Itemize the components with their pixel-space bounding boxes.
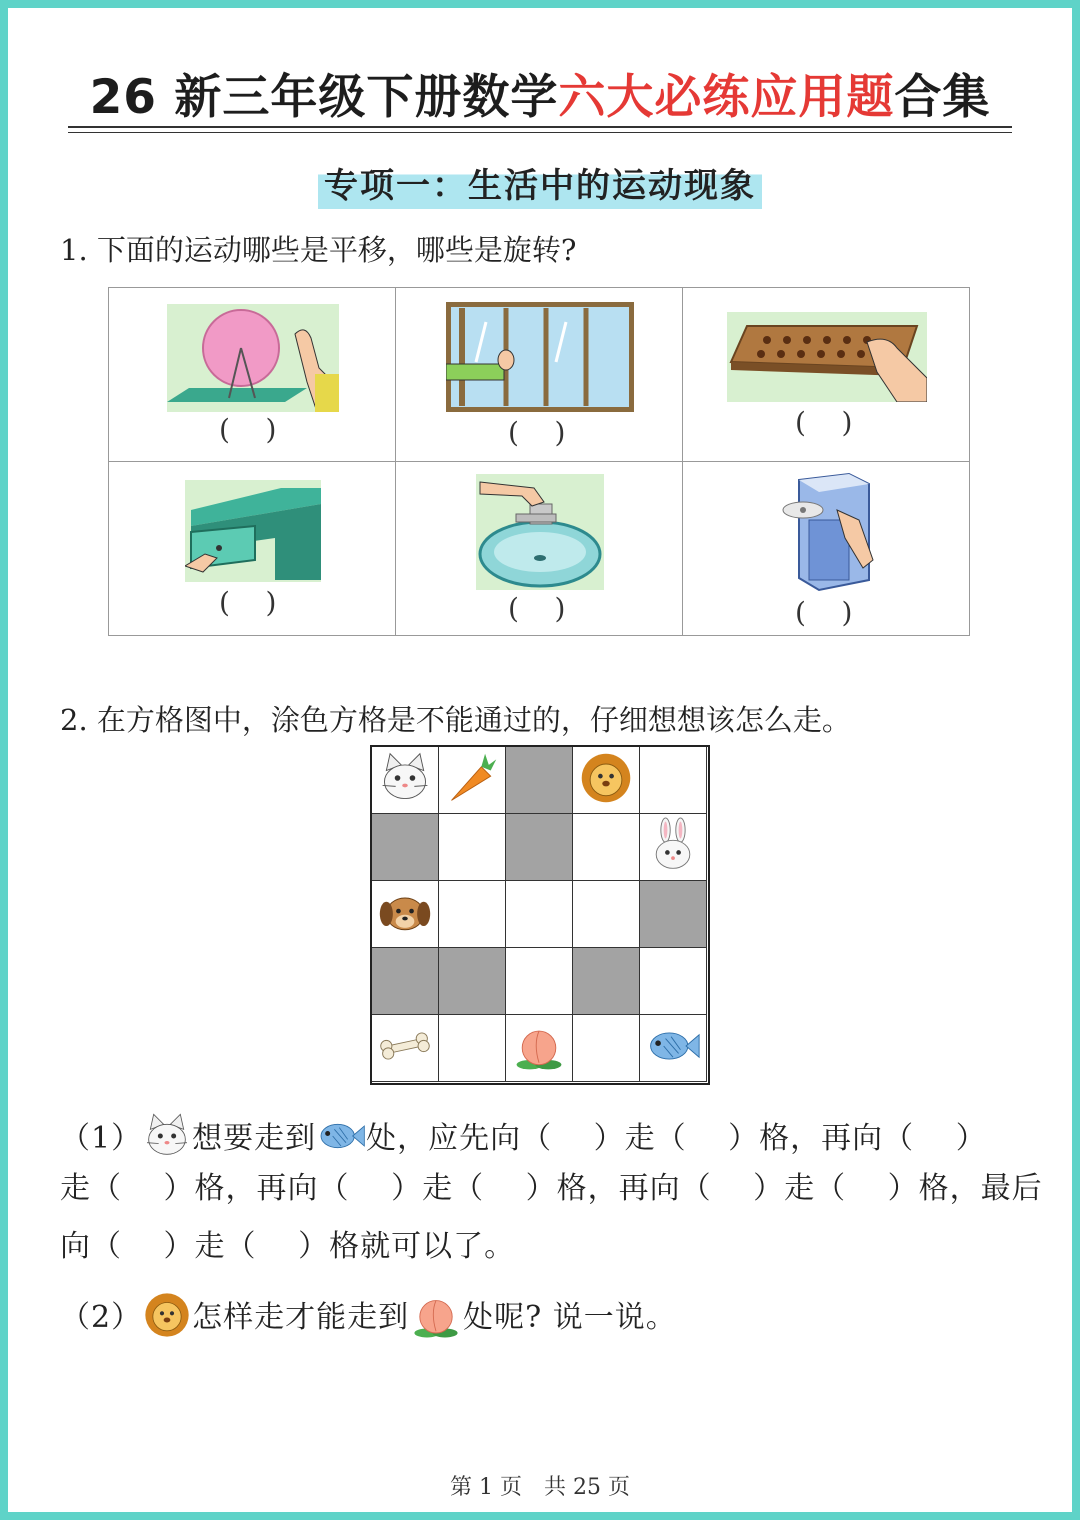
cd-tray-icon xyxy=(779,470,875,592)
title-highlight: 六大必练应用题 xyxy=(558,70,895,125)
maze-cell-cat xyxy=(372,747,439,814)
sub-question-1-label: （1） xyxy=(60,1121,143,1156)
maze-cell-empty xyxy=(640,747,707,814)
sub-question-2-part-a: 怎样走才能走到 xyxy=(192,1300,410,1335)
title-underline-thin xyxy=(68,132,1012,133)
answer-blank[interactable]: ( ) xyxy=(795,406,853,439)
maze-cell-blocked xyxy=(372,814,439,881)
answer-blank[interactable]: ( ) xyxy=(219,586,277,619)
faucet-icon xyxy=(476,474,604,590)
cat-icon xyxy=(142,1111,192,1169)
maze-cell-empty xyxy=(439,1015,506,1082)
title-part1: 26 新三年级下册数学 xyxy=(89,70,559,125)
sub-question-1-part-a: 想要走到 xyxy=(192,1121,317,1156)
title-part3: 合集 xyxy=(894,70,991,125)
cat-icon xyxy=(377,791,433,810)
section-subtitle: 专项一：生活中的运动现象 xyxy=(318,156,762,209)
maze-cell-blocked xyxy=(640,881,707,948)
picture-cell xyxy=(683,462,970,636)
maze-cell-blocked xyxy=(506,747,573,814)
maze-row xyxy=(372,814,707,881)
maze-cell-empty xyxy=(506,881,573,948)
picture-cell xyxy=(683,288,970,462)
fish-icon xyxy=(316,1111,366,1169)
peach-icon xyxy=(409,1288,463,1350)
title-underline xyxy=(68,126,1012,128)
maze-row xyxy=(372,1015,707,1082)
carrot-icon xyxy=(444,791,500,810)
question-2-text: 2. 在方格图中，涂色方格是不能通过的，仔细想想该怎么走。 xyxy=(60,703,851,737)
maze-cell-empty xyxy=(439,814,506,881)
drawer-icon xyxy=(185,480,321,582)
page-title xyxy=(8,60,1072,127)
maze-cell-bone xyxy=(372,1015,439,1082)
sub-question-1-line-1 xyxy=(60,1111,987,1169)
maze-cell-carrot xyxy=(439,747,506,814)
fish-icon xyxy=(645,1059,701,1078)
dog-icon xyxy=(377,925,433,944)
sub-question-1-line-2[interactable]: 走（ ）格，再向（ ）走（ ）格，再向（ ）走（ ）格，最后 xyxy=(60,1171,1043,1206)
maze-cell-empty xyxy=(573,814,640,881)
question-1-picture-grid xyxy=(108,287,970,636)
maze-cell-blocked xyxy=(573,948,640,1015)
sub-question-2 xyxy=(60,1288,677,1350)
sub-question-2-label: （2） xyxy=(60,1300,143,1335)
maze-cell-dog xyxy=(372,881,439,948)
section-heading xyxy=(8,156,1072,209)
sub-question-2-part-b: 处呢? 说一说。 xyxy=(463,1300,677,1335)
answer-blank[interactable]: ( ) xyxy=(508,592,566,625)
maze-cell-blocked xyxy=(439,948,506,1015)
picture-cell xyxy=(109,462,396,636)
maze-cell-fish xyxy=(640,1015,707,1082)
lion-icon xyxy=(578,791,634,810)
picture-cell xyxy=(396,462,683,636)
maze-grid xyxy=(371,746,707,1082)
answer-blank[interactable]: ( ) xyxy=(795,596,853,629)
maze-cell-peach xyxy=(506,1015,573,1082)
maze-row xyxy=(372,881,707,948)
bone-icon xyxy=(377,1059,433,1078)
maze-cell-rabbit xyxy=(640,814,707,881)
maze-cell-empty xyxy=(573,1015,640,1082)
abacus-icon xyxy=(727,312,927,402)
maze-cell-blocked xyxy=(506,814,573,881)
lion-icon xyxy=(142,1290,192,1348)
maze-row xyxy=(372,747,707,814)
sliding-window-icon xyxy=(446,302,634,412)
picture-cell xyxy=(109,288,396,462)
hamster-wheel-icon xyxy=(167,304,339,412)
page-footer: 第 1 页 共 25 页 xyxy=(450,1475,630,1500)
question-1-text: 1. 下面的运动哪些是平移，哪些是旋转? xyxy=(60,233,577,267)
maze-row xyxy=(372,948,707,1015)
picture-cell xyxy=(396,288,683,462)
maze-cell-lion xyxy=(573,747,640,814)
maze-cell-blocked xyxy=(372,948,439,1015)
sub-question-1-line-3[interactable]: 向（ ）走（ ）格就可以了。 xyxy=(60,1229,516,1264)
maze-cell-empty xyxy=(573,881,640,948)
maze-cell-empty xyxy=(640,948,707,1015)
sub-question-1-part-b[interactable]: 处，应先向（ ）走（ ）格，再向（ ） xyxy=(366,1121,987,1156)
peach-icon xyxy=(511,1059,567,1078)
answer-blank[interactable]: ( ) xyxy=(219,413,277,446)
answer-blank[interactable]: ( ) xyxy=(508,416,566,449)
maze-cell-empty xyxy=(439,881,506,948)
worksheet-page xyxy=(8,8,1072,1512)
maze-cell-empty xyxy=(506,948,573,1015)
rabbit-icon xyxy=(645,858,701,877)
